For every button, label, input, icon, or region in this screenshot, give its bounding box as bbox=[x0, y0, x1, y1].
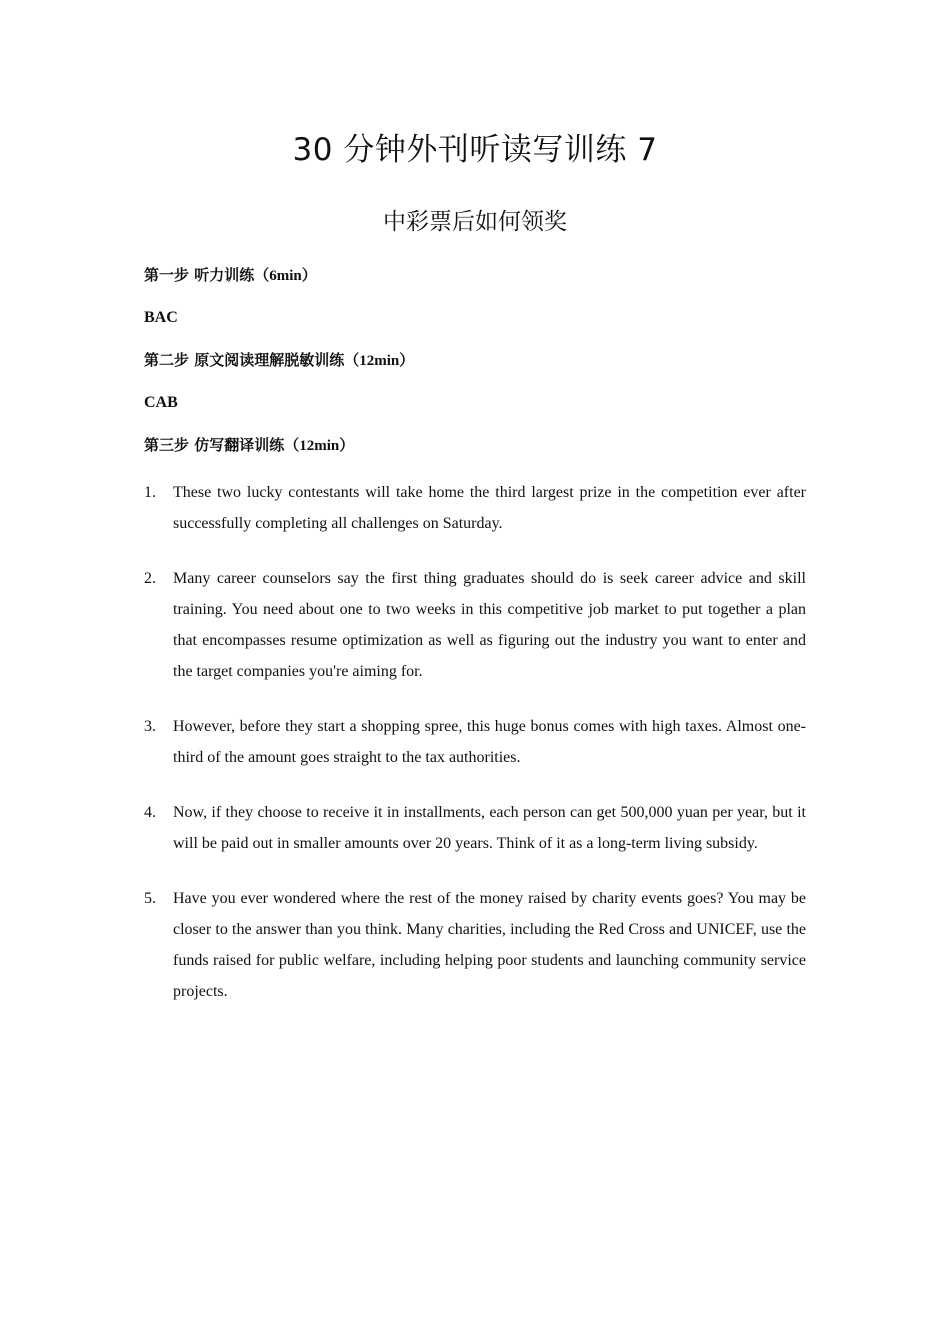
document-body bbox=[144, 264, 806, 1031]
list-item-number: 4. bbox=[144, 804, 156, 821]
list-item-number: 1. bbox=[144, 484, 156, 501]
list-item-text: These two lucky contestants will take home the third largest prize in the competition ever after successfully completing all challenges on Saturday. bbox=[173, 484, 806, 532]
page-title: 30 分钟外刊听读写训练 7 bbox=[292, 132, 658, 168]
list-item-number: 3. bbox=[144, 718, 156, 735]
list-item-text: However, before they start a shopping spree, this huge bonus comes with high taxes. Almost one-third of the amount goes straight to the tax authorities. bbox=[173, 718, 806, 766]
list-item bbox=[144, 711, 806, 773]
list-item bbox=[144, 477, 806, 539]
list-item-number: 5. bbox=[144, 890, 156, 907]
step-answer-reading: CAB bbox=[144, 394, 178, 411]
list-item-text: Have you ever wondered where the rest of the money raised by charity events goes? You may be closer to the answer than you think. Many charities, including the Red Cross and UNICEF, use the funds raised for public welfare, including helping poor students and launching community service projects. bbox=[173, 890, 806, 1000]
list-item-number: 2. bbox=[144, 570, 156, 587]
list-item bbox=[144, 797, 806, 859]
list-item-text: Now, if they choose to receive it in installments, each person can get 500,000 yuan per year, but it will be paid out in smaller amounts over 20 years. Think of it as a long-term living subsidy. bbox=[173, 804, 806, 852]
step-answer-listening: BAC bbox=[144, 309, 178, 326]
step-heading-translation: 第三步 仿写翻译训练（12min） bbox=[144, 436, 355, 454]
step-heading-reading: 第二步 原文阅读理解脱敏训练（12min） bbox=[144, 351, 415, 369]
list-item bbox=[144, 563, 806, 687]
page-subtitle: 中彩票后如何领奖 bbox=[383, 209, 567, 235]
step-heading-listening: 第一步 听力训练（6min） bbox=[144, 266, 317, 284]
list-item-text: Many career counselors say the first thing graduates should do is seek career advice and skill training. You need about one to two weeks in this competitive job market to put together a plan that encompasses resume optimization as well as figuring out the industry you want to enter and the target companies you're aiming for. bbox=[173, 570, 806, 680]
sentence-list bbox=[144, 477, 806, 1007]
list-item bbox=[144, 883, 806, 1007]
